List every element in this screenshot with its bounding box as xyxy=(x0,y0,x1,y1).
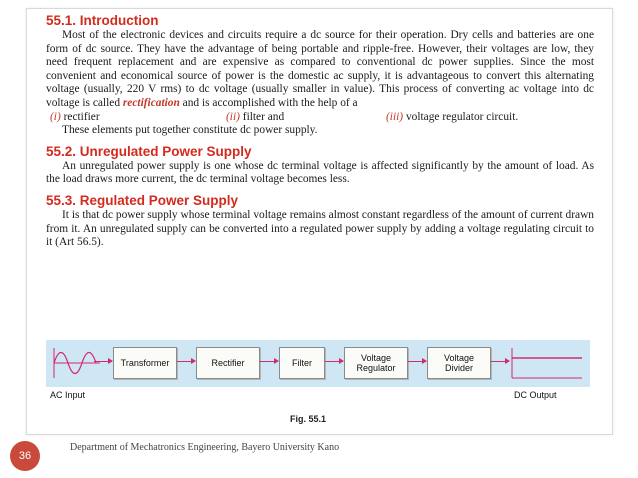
arrow-4 xyxy=(408,361,426,362)
block-voltage-regulator xyxy=(344,347,408,379)
regulated-paragraph: It is that dc power supply whose terminal voltage remains almost constant regardless of the amount of current drawn from it. An unregulated supply can be converted into a regulated power supply by adding a voltage regulating circuit to it (Art 56.5). xyxy=(46,208,594,249)
arrow-3 xyxy=(325,361,343,362)
arrow-input xyxy=(94,361,112,362)
block-rectifier: Rectifier xyxy=(196,347,260,379)
arrow-2 xyxy=(260,361,278,362)
introduction-paragraph xyxy=(46,29,594,111)
power-supply-block-diagram xyxy=(46,340,590,387)
dc-output-icon xyxy=(510,344,586,382)
footer-text: Department of Mechatronics Engineering, Bayero University Kano xyxy=(70,442,340,453)
slide-content xyxy=(46,12,594,250)
introduction-closing: These elements put together constitute dc power supply. xyxy=(62,124,318,137)
figure-caption: Fig. 55.1 xyxy=(290,414,327,424)
unregulated-paragraph: An unregulated power supply is one whose dc terminal voltage is affected significantly by the amount of load. As the load draws more current, the dc terminal voltage becomes less. xyxy=(46,159,594,186)
dc-output-label: DC Output xyxy=(514,390,557,400)
block-filter: Filter xyxy=(279,347,325,379)
arrow-5 xyxy=(491,361,509,362)
section-heading-unregulated: 55.2. Unregulated Power Supply xyxy=(46,143,252,159)
block-voltage-regulator-label: Voltage Regulator xyxy=(356,353,396,373)
intro-text-a: Most of the electronic devices and circuits require a dc source for their operation. Dry cells and batteries are one form of dc source. They have the advantage of being portable and ripple-free. However, their voltages are low, they need frequent replacement and are expensive as compared to conventional dc power supplies. Since the most convenient and economical source of power is the domestic ac supply, it is advantageous to convert this alternating voltage (usually, 220 V rms) to dc voltage (usually smaller in value). This process of converting ac voltage into dc voltage is called xyxy=(46,29,594,109)
component-list xyxy=(50,111,594,125)
list-item: (ii) filter and xyxy=(226,110,285,123)
list-item: (iii) voltage regulator circuit. xyxy=(386,110,519,123)
slide-number-badge: 36 xyxy=(10,441,40,471)
block-voltage-divider xyxy=(427,347,491,379)
intro-text-b: and is accomplished with the help of a xyxy=(179,96,358,109)
arrow-1 xyxy=(177,361,195,362)
section-heading-regulated: 55.3. Regulated Power Supply xyxy=(46,192,239,208)
block-transformer: Transformer xyxy=(113,347,177,379)
section-heading-introduction: 55.1. Introduction xyxy=(46,13,159,28)
ac-input-label: AC Input xyxy=(50,390,86,400)
rectification-term: rectification xyxy=(122,96,180,109)
list-item: (i) rectifier xyxy=(50,110,100,123)
block-voltage-divider-label: Voltage Divider xyxy=(443,353,475,373)
ac-sine-wave-icon xyxy=(52,344,102,382)
